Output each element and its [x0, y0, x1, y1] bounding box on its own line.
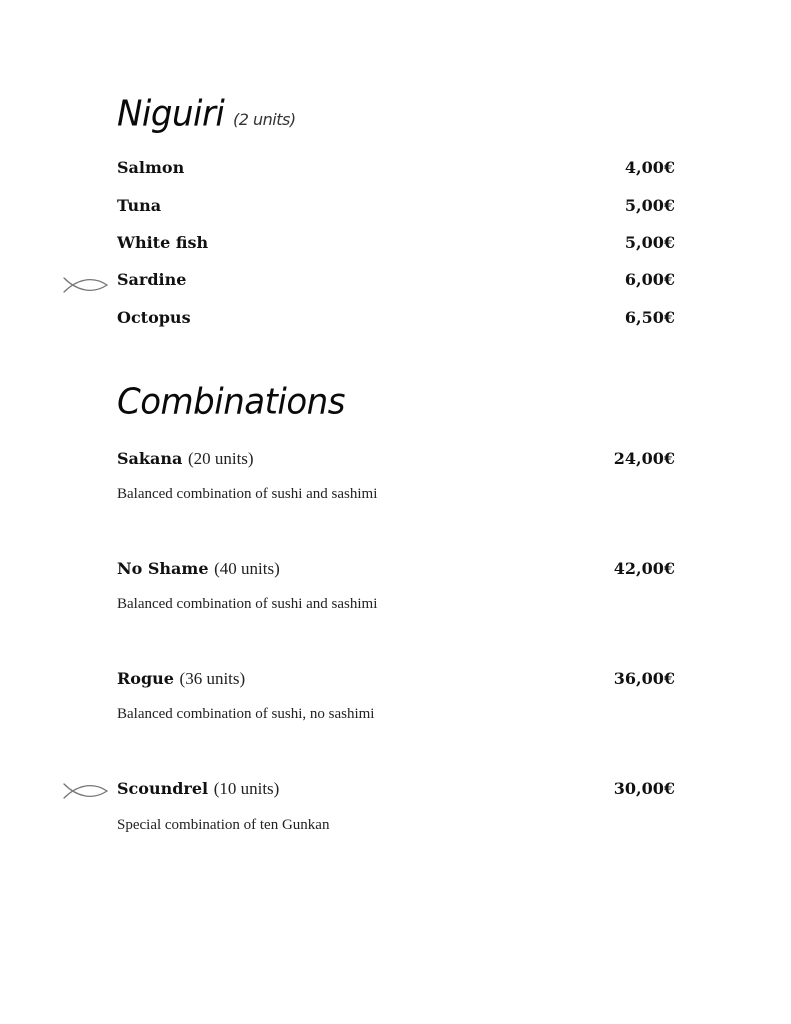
fish-icon	[62, 276, 110, 294]
item-price: 36,00€	[613, 669, 675, 688]
item-description: Balanced combination of sushi, no sashimi	[117, 706, 375, 722]
item-units: (40 units)	[214, 559, 280, 578]
item-price: 6,50€	[624, 308, 675, 327]
item-name: Tuna	[117, 196, 162, 215]
item-price: 5,00€	[624, 196, 675, 215]
menu-item-octopus	[117, 308, 675, 330]
menu-item-salmon	[117, 158, 675, 180]
menu-item-scoundrel	[117, 779, 675, 801]
item-units: (20 units)	[187, 449, 254, 468]
item-units: (10 units)	[213, 779, 280, 798]
niguiri-subtitle: (2 units)	[232, 110, 296, 129]
item-name-text: No Shame	[117, 559, 209, 578]
item-name	[117, 559, 280, 579]
menu-item-sakana	[117, 449, 675, 471]
item-name	[117, 669, 245, 689]
item-description: Balanced combination of sushi and sashimi	[117, 596, 378, 612]
item-name	[117, 779, 279, 799]
item-price: 4,00€	[624, 158, 675, 177]
combinations-title: Combinations	[117, 381, 345, 423]
combinations-heading	[117, 382, 345, 422]
item-name: White fish	[117, 233, 209, 252]
menu-item-sardine	[117, 270, 675, 292]
fish-icon	[62, 782, 110, 800]
item-units: (36 units)	[179, 669, 246, 688]
niguiri-title: Niguiri	[117, 93, 225, 135]
item-price: 24,00€	[613, 449, 675, 468]
item-price: 5,00€	[624, 233, 675, 252]
item-description: Special combination of ten Gunkan	[117, 817, 330, 833]
item-name	[117, 449, 254, 469]
item-name: Salmon	[117, 158, 185, 177]
item-name-text: Sakana	[117, 449, 183, 468]
menu-item-tuna	[117, 196, 675, 218]
item-name: Sardine	[117, 270, 187, 289]
menu-item-no-shame	[117, 559, 675, 581]
item-name-text: Scoundrel	[117, 779, 209, 798]
item-price: 42,00€	[613, 559, 675, 578]
item-price: 30,00€	[613, 779, 675, 798]
item-name-text: Rogue	[117, 669, 174, 688]
item-price: 6,00€	[624, 270, 675, 289]
menu-item-white-fish	[117, 233, 675, 255]
item-name: Octopus	[117, 308, 191, 327]
item-description: Balanced combination of sushi and sashimi	[117, 486, 378, 502]
menu-item-rogue	[117, 669, 675, 691]
niguiri-heading	[117, 94, 296, 134]
